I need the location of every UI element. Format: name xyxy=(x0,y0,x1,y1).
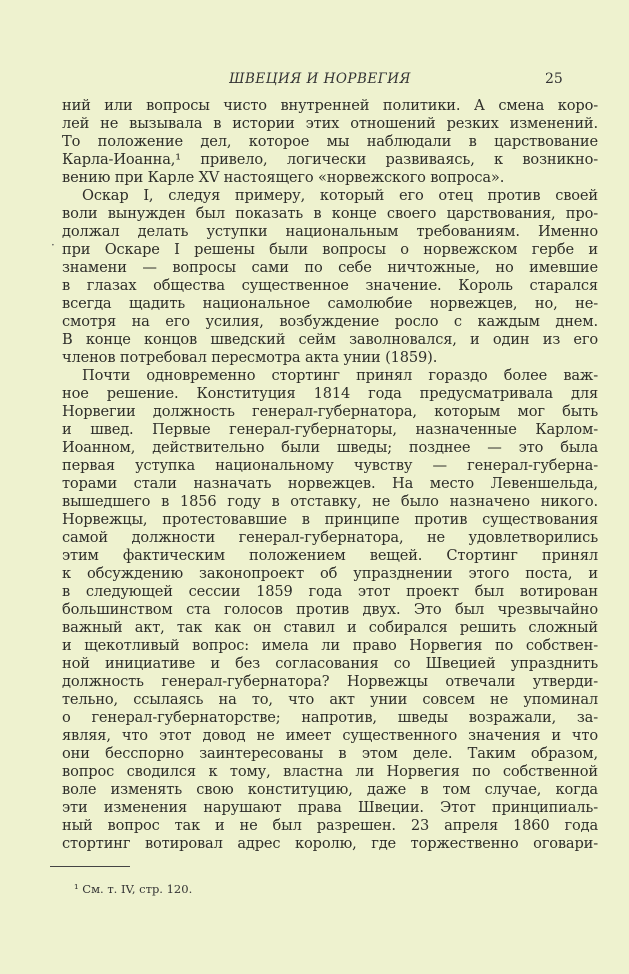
text-line: ний или вопросы чисто внутренней политики. А смена коро- xyxy=(62,97,598,114)
text-line: при Оскаре I решены были вопросы о норвежском гербе и xyxy=(62,241,598,258)
text-line: Почти одновременно стортинг принял гораздо более важ- xyxy=(82,367,598,384)
text-line: знамени — вопросы сами по себе ничтожные, но имевшие xyxy=(62,259,598,276)
page-number: 25 xyxy=(545,71,563,87)
text-line: стортинг вотировал адрес королю, где торжественно оговари- xyxy=(62,835,598,852)
text-line: в следующей сессии 1859 года этот проект был вотирован xyxy=(62,583,598,600)
text-line: лей не вызывала в истории этих отношений резких изменений. xyxy=(62,115,598,132)
running-header xyxy=(0,71,629,91)
running-title: ШВЕЦИЯ И НОРВЕГИЯ xyxy=(229,71,411,87)
text-line: и щекотливый вопрос: имела ли право Норвегия по собствен- xyxy=(62,637,598,654)
text-line: всегда щадить национальное самолюбие норвежцев, но, не- xyxy=(62,295,598,312)
text-line: вопрос сводился к тому, властна ли Норвегия по собственной xyxy=(62,763,598,780)
margin-dot: · xyxy=(51,238,55,252)
text-line: вышедшего в 1856 году в отставку, не было назначено никого. xyxy=(62,493,598,510)
text-line: они бесспорно заинтересованы в этом деле. Таким образом, xyxy=(62,745,598,762)
text-line: воли вынужден был показать в конце своего царствования, про- xyxy=(62,205,598,222)
text-line: о генерал-губернаторстве; напротив, шведы возражали, за- xyxy=(62,709,598,726)
text-line: В конце концов шведский сейм заволновался, и один из его xyxy=(62,331,598,348)
text-line: эти изменения нарушают права Швеции. Этот принципиаль- xyxy=(62,799,598,816)
text-line: должал делать уступки национальным требованиям. Именно xyxy=(62,223,598,240)
footnote: ¹ См. т. IV, стр. 120. xyxy=(74,882,193,896)
text-line: Оскар I, следуя примеру, который его отец против своей xyxy=(82,187,598,204)
text-line: Норвежцы, протестовавшие в принципе против существования xyxy=(62,511,598,528)
text-line: и швед. Первые генерал-губернаторы, назначенные Карлом- xyxy=(62,421,598,438)
text-line: являя, что этот довод не имеет существенного значения и что xyxy=(62,727,598,744)
body-text xyxy=(62,97,598,853)
text-line: важный акт, так как он ставил и собирался решить сложный xyxy=(62,619,598,636)
text-line: к обсуждению законопроект об упразднении этого поста, и xyxy=(62,565,598,582)
text-line: торами стали назначать норвежцев. На место Левеншельда, xyxy=(62,475,598,492)
text-line: Карла-Иоанна,¹ привело, логически развиваясь, к возникно- xyxy=(62,151,598,168)
text-line: первая уступка национальному чувству — генерал-губерна- xyxy=(62,457,598,474)
text-line: ной инициативе и без согласования со Швецией упразднить xyxy=(62,655,598,672)
text-line: воле изменять свою конституцию, даже в том случае, когда xyxy=(62,781,598,798)
text-line: То положение дел, которое мы наблюдали в царствование xyxy=(62,133,598,150)
text-line: членов потребовал пересмотра акта унии (1859). xyxy=(62,349,438,366)
text-line: большинством ста голосов против двух. Это был чрезвычайно xyxy=(62,601,598,618)
text-line: смотря на его усилия, возбуждение росло с каждым днем. xyxy=(62,313,598,330)
text-line: самой должности генерал-губернатора, не удовлетворились xyxy=(62,529,598,546)
text-line: в глазах общества существенное значение. Король старался xyxy=(62,277,598,294)
text-line: этим фактическим положением вещей. Стортинг принял xyxy=(62,547,598,564)
text-line: должность генерал-губернатора? Норвежцы отвечали утверди- xyxy=(62,673,598,690)
text-line: ное решение. Конституция 1814 года предусматривала для xyxy=(62,385,598,402)
text-line: Иоанном, действительно были шведы; позднее — это была xyxy=(62,439,598,456)
text-line: Норвегии должность генерал-губернатора, которым мог быть xyxy=(62,403,598,420)
text-line: ный вопрос так и не был разрешен. 23 апреля 1860 года xyxy=(62,817,598,834)
text-line: тельно, ссылаясь на то, что акт унии совсем не упоминал xyxy=(62,691,598,708)
text-line: вению при Карле XV настоящего «норвежского вопроса». xyxy=(62,169,505,186)
footnote-rule xyxy=(50,866,130,867)
